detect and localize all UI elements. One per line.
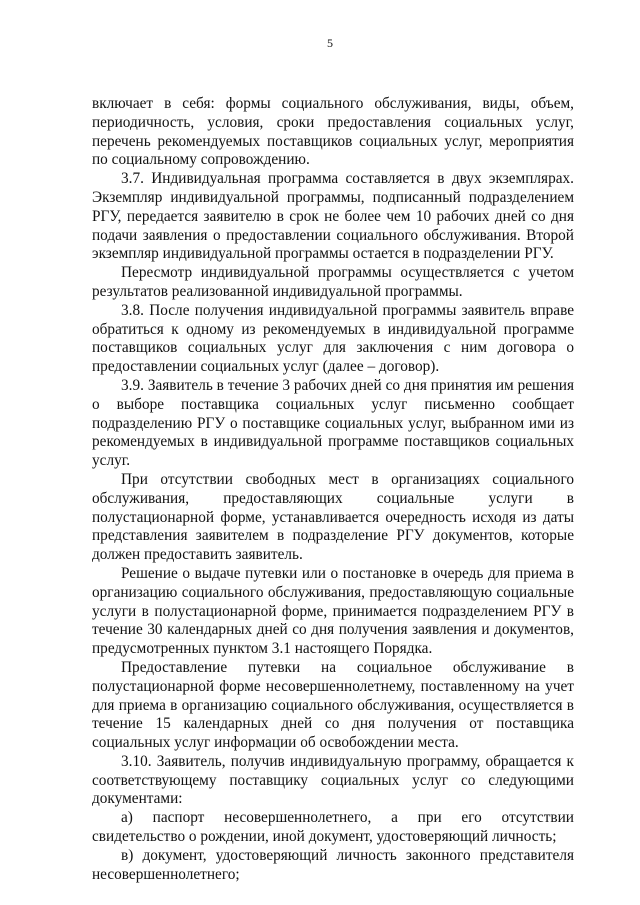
paragraph-3: Пересмотр индивидуальной программы осуществляется с учетом результатов реализованной индивидуальной программы. <box>92 264 574 300</box>
paragraph-8: Предоставление путевки на социальное обслуживание в полустационарной форме несовершеннолетнему, поставленному на учет для приема в организацию социального обслуживания, осуществляется в течение 15 календарных дней со дня получения от поставщика социальных услуг информации об освобождении места. <box>92 658 574 752</box>
paragraph-7: Решение о выдаче путевки или о постановке в очередь для приема в организацию социального обслуживания, предоставляющую социальные услуги в полустационарной форме, принимается подразделением РГУ в течение 30 календарных дней со дня получения заявления и документов, предусмотренных пунктом 3.1 настоящего Порядка. <box>92 564 574 658</box>
paragraph-10: а) паспорт несовершеннолетнего, а при его отсутствии свидетельство о рождении, иной документ, удостоверяющий личность; <box>92 809 574 846</box>
paragraph-11: в) документ, удостоверяющий личность законного представителя несовершеннолетнего; <box>92 846 574 883</box>
document-body <box>92 95 574 884</box>
paragraph-6: При отсутствии свободных мест в организациях социального обслуживания, предоставляющих социальные услуги в полустационарной форме, устанавливается очередность исходя из даты представления заявителем в подразделение РГУ документов, которые должен предоставить заявитель. <box>92 470 574 564</box>
paragraph-4: 3.8. После получения индивидуальной программы заявитель вправе обратиться к одному из рекомендуемых в индивидуальной программе поставщиков социальных услуг для заключения с ним договора о предоставлении социальных услуг (далее – договор). <box>92 301 574 376</box>
paragraph-2: 3.7. Индивидуальная программа составляется в двух экземплярах. Экземпляр индивидуальной программы, подписанный подразделением РГУ, передается заявителю в срок не более чем 10 рабочих дней со дня подачи заявления о предоставлении социального обслуживания. Второй экземпляр индивидуальной программы остается в подразделении РГУ. <box>92 170 574 263</box>
paragraph-1: включает в себя: формы социального обслуживания, виды, объем, периодичность, условия, сроки предоставления социальных услуг, перечень рекомендуемых поставщиков социальных услуг, мероприятия по социальному сопровождению. <box>92 95 574 169</box>
paragraph-9: 3.10. Заявитель, получив индивидуальную программу, обращается к соответствующему поставщику социальных услуг со следующими документами: <box>92 752 574 808</box>
page-number: 5 <box>327 36 333 50</box>
paragraph-5: 3.9. Заявитель в течение 3 рабочих дней со дня принятия им решения о выборе поставщика социальных услуг письменно сообщает подразделению РГУ о поставщике социальных услуг, выбранном ими из рекомендуемых в индивидуальной программе поставщиков социальных услуг. <box>92 376 574 470</box>
